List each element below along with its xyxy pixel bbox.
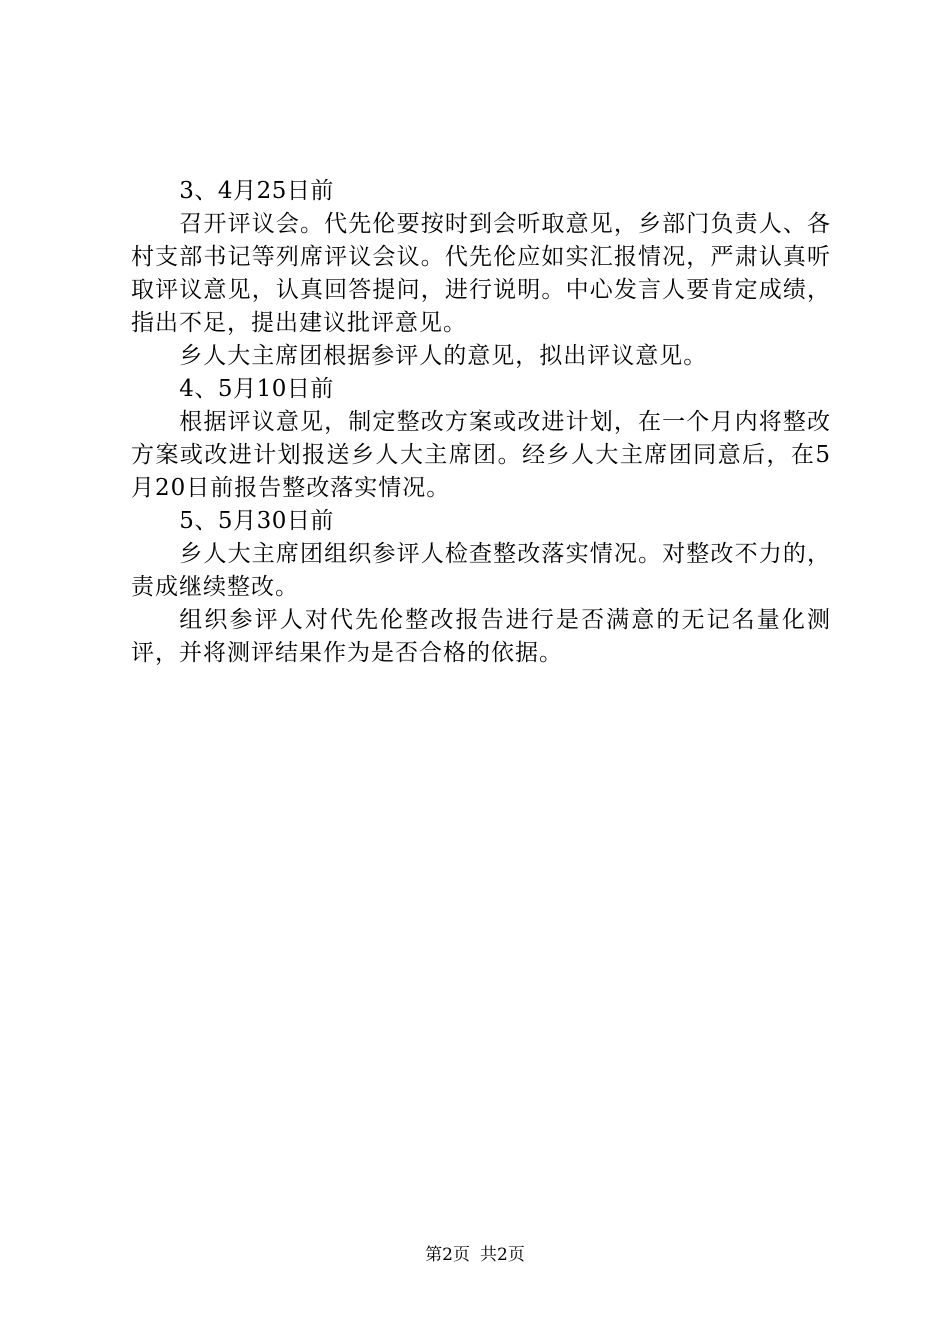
page-number: 第2页: [425, 1245, 470, 1265]
page-footer: [0, 1243, 950, 1267]
document-body: [131, 175, 831, 670]
paragraph-review-opinion: 乡人大主席团根据参评人的意见，拟出评议意见。: [179, 343, 708, 369]
section-heading-5: 5、5月30日前: [179, 508, 334, 534]
paragraph-review-meeting: 召开评议会。代先伦要按时到会听取意见，乡部门负责人、各村支部书记等列席评议会议。代先伦应如实汇报情况，严肃认真听取评议意见，认真回答提问，进行说明。中心发言人要肯定成绩，指出不足，提出建议批评意见。: [131, 211, 831, 336]
section-heading-4: 4、5月10日前: [179, 376, 334, 402]
page-total: 共2页: [480, 1245, 525, 1265]
paragraph-rectification-plan: 根据评议意见，制定整改方案或改进计划，在一个月内将整改方案或改进计划报送乡人大主席团。经乡人大主席团同意后，在5月20日前报告整改落实情况。: [131, 409, 831, 501]
paragraph-inspection: 乡人大主席团组织参评人检查整改落实情况。对整改不力的，责成继续整改。: [131, 541, 831, 600]
paragraph-evaluation: 组织参评人对代先伦整改报告进行是否满意的无记名量化测评，并将测评结果作为是否合格的依据。: [131, 607, 831, 666]
section-heading-3: 3、4月25日前: [179, 178, 334, 204]
